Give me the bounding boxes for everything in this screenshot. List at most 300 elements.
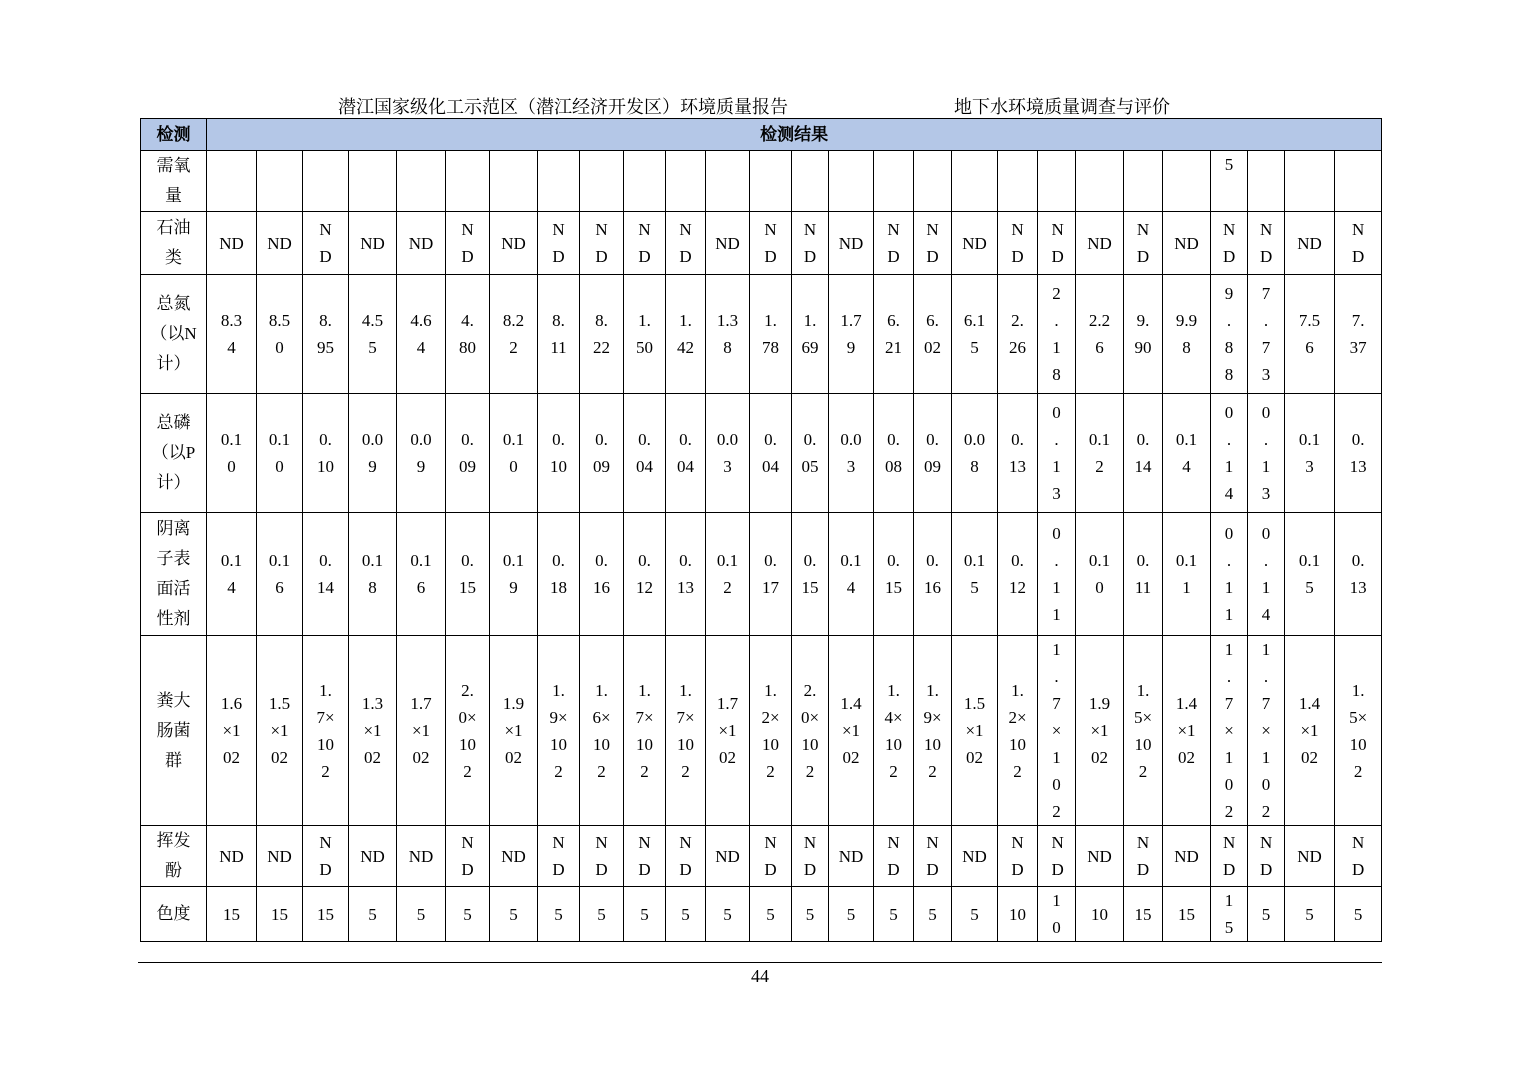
table-cell — [1038, 212, 1076, 275]
table-cell — [706, 513, 750, 636]
cell-value: ND — [1223, 833, 1236, 879]
table-cell — [490, 636, 538, 826]
table-cell — [914, 887, 952, 942]
cell-value: 9.88 — [1224, 284, 1234, 384]
table-cell — [666, 887, 706, 942]
table-cell — [490, 275, 538, 394]
table-cell — [998, 394, 1038, 513]
table-cell — [207, 151, 257, 212]
table-cell — [750, 275, 792, 394]
table-cell — [1248, 212, 1285, 275]
cell-value: 0.18 — [550, 551, 567, 597]
table-cell — [792, 513, 829, 636]
table-cell — [349, 887, 397, 942]
table-cell — [1076, 513, 1124, 636]
table-cell — [580, 887, 624, 942]
row-label: 色度 — [156, 904, 191, 923]
cell-value: 1.5×102 — [1133, 680, 1153, 781]
table-cell — [706, 636, 750, 826]
table-row — [141, 275, 1382, 394]
table-cell — [792, 212, 829, 275]
cell-value: 0.14 — [1224, 403, 1234, 503]
table-cell — [1038, 151, 1076, 212]
table-cell — [914, 636, 952, 826]
table-cell — [952, 887, 998, 942]
table-row — [141, 394, 1382, 513]
table-cell — [1285, 826, 1335, 887]
cell-value: 0.10 — [317, 430, 334, 476]
table-cell — [914, 394, 952, 513]
table-cell — [397, 275, 446, 394]
table-cell — [580, 394, 624, 513]
cell-value: 0.14 — [317, 551, 334, 597]
cell-value: 0.15 — [963, 551, 986, 597]
cell-value: 15 — [223, 904, 240, 924]
cell-value: 1.3×102 — [361, 694, 384, 767]
table-cell — [257, 212, 303, 275]
cell-value: 0.09 — [361, 430, 384, 476]
cell-value: 5 — [889, 904, 898, 924]
table-cell — [580, 636, 624, 826]
table-cell — [207, 887, 257, 942]
cell-value: 1.7×102 — [1261, 640, 1271, 821]
table-cell — [1335, 887, 1382, 942]
table-cell — [303, 394, 349, 513]
footer-rule — [138, 962, 1382, 963]
cell-value: 1.7×102 — [316, 680, 335, 781]
cell-value: 0.15 — [1298, 551, 1321, 597]
table-cell — [490, 394, 538, 513]
cell-value: 2.0×102 — [800, 680, 820, 781]
table-cell — [1248, 275, 1285, 394]
table-cell — [349, 826, 397, 887]
cell-value: ND — [887, 220, 900, 266]
cell-value: 0.11 — [1134, 551, 1152, 597]
cell-value: 6.15 — [963, 311, 986, 357]
row-label-cell — [141, 636, 207, 826]
row-label-cell — [141, 275, 207, 394]
cell-value: ND — [219, 233, 244, 253]
cell-value: 0.04 — [636, 430, 653, 476]
row-label-cell — [141, 394, 207, 513]
table-cell — [1248, 151, 1285, 212]
cell-value: 10 — [1009, 904, 1026, 924]
cell-value: 0.11 — [1224, 524, 1234, 624]
cell-value: 0.10 — [1088, 551, 1111, 597]
cell-value: 8.22 — [593, 311, 610, 357]
table-cell — [1335, 212, 1382, 275]
table-cell — [1211, 212, 1248, 275]
cell-value: ND — [1297, 233, 1322, 253]
table-cell — [397, 212, 446, 275]
cell-value: 5 — [416, 904, 426, 924]
row-label: 总磷（以P计） — [151, 413, 196, 492]
table-cell — [1285, 887, 1335, 942]
table-cell — [952, 513, 998, 636]
cell-value: 0.09 — [924, 430, 941, 476]
cell-value: 1.4×102 — [840, 694, 862, 767]
cell-value: ND — [962, 846, 987, 866]
table-cell — [446, 275, 490, 394]
table-cell — [706, 151, 750, 212]
table-cell — [397, 394, 446, 513]
table-cell — [750, 394, 792, 513]
table-cell — [874, 394, 914, 513]
table-cell — [998, 513, 1038, 636]
cell-value: 1.7×102 — [635, 680, 654, 781]
table-cell — [1211, 636, 1248, 826]
cell-value: 0.14 — [220, 551, 243, 597]
table-cell — [666, 826, 706, 887]
table-cell — [397, 151, 446, 212]
cell-value: ND — [1260, 833, 1273, 879]
table-cell — [792, 275, 829, 394]
table-cell — [1124, 275, 1163, 394]
cell-value: 0.14 — [1175, 430, 1198, 476]
table-cell — [624, 826, 666, 887]
table-cell — [792, 636, 829, 826]
cell-value: 0.04 — [762, 430, 779, 476]
cell-value: 1.6×102 — [592, 680, 611, 781]
cell-value: ND — [1136, 833, 1150, 879]
cell-value: ND — [715, 846, 740, 866]
cell-value: 1.5×102 — [1349, 680, 1368, 781]
row-label-cell — [141, 887, 207, 942]
table-cell — [580, 151, 624, 212]
cell-value: 15 — [1178, 904, 1195, 924]
cell-value: ND — [1297, 846, 1322, 866]
cell-value: 5 — [509, 904, 518, 924]
table-cell — [1163, 275, 1211, 394]
table-cell — [580, 275, 624, 394]
cell-value: 5 — [846, 904, 856, 924]
cell-value: 5 — [463, 904, 472, 924]
table-cell — [1124, 513, 1163, 636]
cell-value: 7.73 — [1261, 284, 1271, 384]
cell-value: 0.10 — [550, 430, 567, 476]
table-cell — [580, 513, 624, 636]
table-cell — [1335, 636, 1382, 826]
table-cell — [257, 636, 303, 826]
cell-value: 0.03 — [840, 430, 862, 476]
table-cell — [349, 394, 397, 513]
cell-value: 0.15 — [801, 551, 819, 597]
table-cell — [624, 212, 666, 275]
table-cell — [624, 636, 666, 826]
table-cell — [952, 394, 998, 513]
table-cell — [1335, 394, 1382, 513]
cell-value: 0.13 — [677, 551, 694, 597]
table-header-row — [141, 119, 1382, 151]
table-cell — [1163, 212, 1211, 275]
table-cell — [580, 826, 624, 887]
cell-value: 1.5×102 — [268, 694, 291, 767]
table-cell — [538, 826, 580, 887]
cell-value: ND — [679, 833, 692, 879]
table-cell — [666, 212, 706, 275]
cell-value: 0.16 — [593, 551, 610, 597]
table-cell — [303, 275, 349, 394]
cell-value: ND — [360, 233, 385, 253]
cell-value: 8.22 — [502, 311, 525, 357]
cell-value: 4.80 — [459, 311, 476, 357]
page-number: 44 — [751, 966, 769, 986]
table-cell — [998, 887, 1038, 942]
table-cell — [666, 151, 706, 212]
item-column-header: 检测 — [141, 119, 207, 151]
table-cell — [1285, 636, 1335, 826]
cell-value: 15 — [1134, 904, 1152, 924]
table-cell — [538, 394, 580, 513]
table-cell — [792, 151, 829, 212]
table-cell — [914, 151, 952, 212]
table-cell — [1335, 151, 1382, 212]
table-cell — [303, 636, 349, 826]
table-cell — [1124, 826, 1163, 887]
cell-value: 0.13 — [1349, 430, 1367, 476]
table-cell — [1211, 887, 1248, 942]
cell-value: 0.16 — [410, 551, 432, 597]
row-label: 需氧量 — [156, 156, 191, 205]
table-cell — [1124, 151, 1163, 212]
cell-value: ND — [962, 233, 987, 253]
cell-value: 1.78 — [762, 311, 779, 357]
cell-value: 1.9×102 — [1088, 694, 1111, 767]
cell-value: 0.13 — [1052, 403, 1061, 503]
cell-value: 0.04 — [677, 430, 694, 476]
cell-value: 15 — [1224, 891, 1234, 937]
cell-value: 5 — [805, 904, 815, 924]
table-cell — [829, 275, 874, 394]
cell-value: 7.56 — [1298, 311, 1321, 357]
cell-value: 2.18 — [1052, 284, 1061, 384]
table-cell — [490, 151, 538, 212]
cell-value: 1.7×102 — [1224, 640, 1234, 821]
table-cell — [624, 151, 666, 212]
cell-value: 0.19 — [502, 551, 525, 597]
table-cell — [874, 151, 914, 212]
cell-value: 1.9×102 — [502, 694, 525, 767]
table-cell — [1335, 275, 1382, 394]
cell-value: ND — [319, 833, 332, 879]
table-cell — [750, 513, 792, 636]
table-cell — [829, 151, 874, 212]
cell-value: ND — [887, 833, 900, 879]
table-cell — [750, 212, 792, 275]
cell-value: 1.69 — [801, 311, 819, 357]
table-cell — [538, 275, 580, 394]
table-cell — [446, 636, 490, 826]
cell-value: 8.50 — [268, 311, 291, 357]
table-cell — [666, 394, 706, 513]
cell-value: ND — [1174, 233, 1199, 253]
cell-value: 1.2×102 — [1008, 680, 1027, 781]
table-cell — [490, 887, 538, 942]
table-cell — [874, 275, 914, 394]
table-cell — [706, 212, 750, 275]
table-cell — [303, 513, 349, 636]
cell-value: ND — [1087, 846, 1112, 866]
cell-value: 1.42 — [677, 311, 694, 357]
table-cell — [1038, 394, 1076, 513]
table-cell — [1211, 151, 1248, 212]
cell-value: ND — [1351, 833, 1365, 879]
cell-value: ND — [1051, 220, 1064, 266]
cell-value: 1.9×102 — [549, 680, 568, 781]
table-cell — [666, 636, 706, 826]
table-cell — [750, 151, 792, 212]
table-cell — [349, 275, 397, 394]
cell-value: ND — [679, 220, 692, 266]
table-cell — [1038, 275, 1076, 394]
cell-value: ND — [1011, 220, 1024, 266]
table-cell — [1248, 394, 1285, 513]
table-cell — [207, 636, 257, 826]
table-cell — [349, 151, 397, 212]
table-cell — [1285, 151, 1335, 212]
table-cell — [829, 826, 874, 887]
cell-value: 0.17 — [762, 551, 779, 597]
table-cell — [207, 513, 257, 636]
table-cell — [792, 826, 829, 887]
table-cell — [874, 636, 914, 826]
cell-value: 5 — [1353, 904, 1363, 924]
cell-value: 5 — [368, 904, 377, 924]
table-cell — [1335, 513, 1382, 636]
table-cell — [998, 151, 1038, 212]
cell-value: 0.09 — [593, 430, 610, 476]
cell-value: ND — [501, 846, 526, 866]
results-table — [140, 118, 1382, 942]
row-label-cell — [141, 826, 207, 887]
cell-value: ND — [267, 233, 292, 253]
cell-value: ND — [595, 220, 608, 266]
table-cell — [1285, 275, 1335, 394]
cell-value: 0.12 — [1088, 430, 1111, 476]
table-cell — [538, 513, 580, 636]
table-cell — [490, 212, 538, 275]
cell-value: 5 — [1261, 904, 1271, 924]
table-cell — [874, 887, 914, 942]
report-title: 潜江国家级化工示范区（潜江经济开发区）环境质量报告 — [338, 97, 788, 117]
table-cell — [1248, 513, 1285, 636]
table-cell — [706, 394, 750, 513]
table-cell — [1124, 636, 1163, 826]
cell-value: ND — [1260, 220, 1273, 266]
table-cell — [1211, 826, 1248, 887]
cell-value: 10 — [1052, 891, 1061, 937]
table-cell — [914, 212, 952, 275]
table-cell — [1076, 212, 1124, 275]
cell-value: ND — [501, 233, 526, 253]
table-cell — [580, 212, 624, 275]
table-cell — [829, 394, 874, 513]
table-cell — [303, 887, 349, 942]
table-cell — [952, 275, 998, 394]
table-cell — [538, 212, 580, 275]
table-cell — [257, 513, 303, 636]
table-cell — [792, 394, 829, 513]
cell-value: 0.10 — [268, 430, 291, 476]
cell-value: 5 — [681, 904, 690, 924]
cell-value: ND — [552, 220, 565, 266]
cell-value: ND — [595, 833, 608, 879]
table-cell — [1076, 636, 1124, 826]
table-cell — [998, 826, 1038, 887]
cell-value: 0.11 — [1052, 524, 1061, 624]
cell-value: 1.9×102 — [923, 680, 942, 781]
cell-value: ND — [1136, 220, 1150, 266]
table-cell — [952, 636, 998, 826]
cell-value: ND — [638, 220, 651, 266]
cell-value: ND — [461, 833, 474, 879]
cell-value: ND — [1174, 846, 1199, 866]
table-cell — [397, 826, 446, 887]
cell-value: 4.55 — [361, 311, 384, 357]
table-cell — [998, 275, 1038, 394]
cell-value: 15 — [271, 904, 288, 924]
cell-value: 0.14 — [840, 551, 862, 597]
table-cell — [1248, 826, 1285, 887]
row-label: 粪大肠菌群 — [156, 690, 191, 770]
table-cell — [446, 151, 490, 212]
cell-value: 0.13 — [1009, 430, 1026, 476]
cell-value: 1.38 — [716, 311, 739, 357]
cell-value: ND — [764, 833, 777, 879]
cell-value: 0.03 — [716, 430, 739, 476]
table-cell — [349, 212, 397, 275]
table-cell — [750, 636, 792, 826]
table-cell — [952, 212, 998, 275]
table-cell — [1285, 212, 1335, 275]
cell-value: ND — [1351, 220, 1365, 266]
table-cell — [303, 212, 349, 275]
cell-value: 1.6×102 — [220, 694, 243, 767]
cell-value: ND — [319, 220, 332, 266]
cell-value: 2.26 — [1009, 311, 1026, 357]
cell-value: 0.10 — [220, 430, 243, 476]
table-cell — [538, 636, 580, 826]
table-cell — [257, 151, 303, 212]
table-cell — [1335, 826, 1382, 887]
section-title: 地下水环境质量调查与评价 — [954, 97, 1170, 117]
cell-value: 1.79 — [840, 311, 862, 357]
cell-value: 8.34 — [220, 311, 243, 357]
cell-value: 1.7×102 — [676, 680, 695, 781]
table-cell — [666, 275, 706, 394]
cell-value: 1.4×102 — [884, 680, 903, 781]
cell-value: ND — [408, 233, 434, 253]
table-cell — [257, 275, 303, 394]
table-cell — [1163, 826, 1211, 887]
cell-value: ND — [1011, 833, 1024, 879]
cell-value: 1.7×102 — [1051, 640, 1062, 821]
table-cell — [207, 394, 257, 513]
table-cell — [349, 636, 397, 826]
cell-value: 0.16 — [924, 551, 941, 597]
table-cell — [207, 826, 257, 887]
cell-value: 0.15 — [885, 551, 902, 597]
cell-value: 0.12 — [636, 551, 653, 597]
cell-value: 0.14 — [1134, 430, 1152, 476]
table-cell — [446, 212, 490, 275]
cell-value: ND — [838, 233, 864, 253]
table-cell — [624, 513, 666, 636]
cell-value: 5 — [597, 904, 606, 924]
cell-value: 5 — [928, 904, 937, 924]
table-cell — [349, 513, 397, 636]
table-row — [141, 212, 1382, 275]
